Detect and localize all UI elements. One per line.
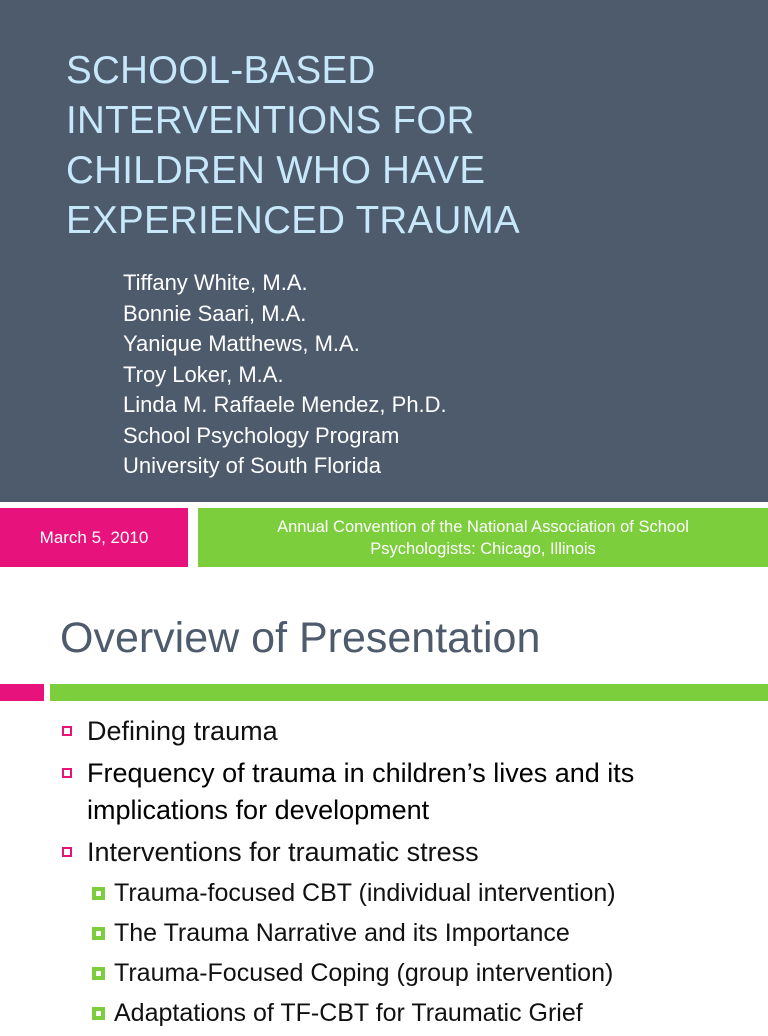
sub-bullet-item [0,956,768,990]
bullet-text: Defining trauma [87,716,278,746]
sub-bullet-item [0,876,768,910]
accent-bar-pink [0,684,44,701]
bullet-item [0,755,768,829]
sub-bullet-text: The Trauma Narrative and its Importance [114,919,570,947]
author-line: Yanique Matthews, M.A. [123,331,360,356]
accent-bar-green [50,684,768,701]
presentation-title [66,46,756,246]
green-square-bullet-icon [92,967,105,980]
author-list [123,268,447,482]
title-line: SCHOOL-BASED [66,49,376,92]
hollow-square-bullet-icon [62,847,72,857]
presentation-date: March 5, 2010 [39,527,149,547]
title-line: INTERVENTIONS FOR [66,99,475,142]
slide-title: Overview of Presentation [60,614,541,662]
author-line: Linda M. Raffaele Mendez, Ph.D. [123,392,447,417]
sub-bullet-text: Adaptations of TF-CBT for Traumatic Grief [114,999,583,1027]
bullet-text: Frequency of trauma in children’s lives and its implications for development [87,758,635,825]
bullet-item [0,834,768,871]
title-line: EXPERIENCED TRAUMA [66,199,520,242]
affiliation-line: School Psychology Program [123,422,400,448]
author-line: Tiffany White, M.A. [123,270,308,295]
bullet-list [0,713,768,1036]
date-box [0,508,188,567]
hollow-square-bullet-icon [62,726,72,736]
author-line: Troy Loker, M.A. [123,361,284,387]
sub-bullet-item [0,996,768,1030]
sub-bullet-item [0,916,768,950]
green-square-bullet-icon [92,927,105,940]
affiliation-line: University of South Florida [123,453,381,478]
conference-box [198,508,768,567]
title-line: CHILDREN WHO HAVE [66,149,486,192]
green-square-bullet-icon [92,887,105,900]
conference-name: Annual Convention of the National Association of School Psychologists: Chicago, Illinois [277,517,689,558]
author-line: Bonnie Saari, M.A. [123,300,307,326]
hollow-square-bullet-icon [62,768,72,778]
bullet-item [0,713,768,750]
sub-bullet-text: Trauma-Focused Coping (group intervention) [114,959,614,987]
sub-bullet-text: Trauma-focused CBT (individual intervention) [114,879,616,907]
title-slide [0,0,768,502]
green-square-bullet-icon [92,1007,105,1020]
bullet-text: Interventions for traumatic stress [87,837,479,867]
